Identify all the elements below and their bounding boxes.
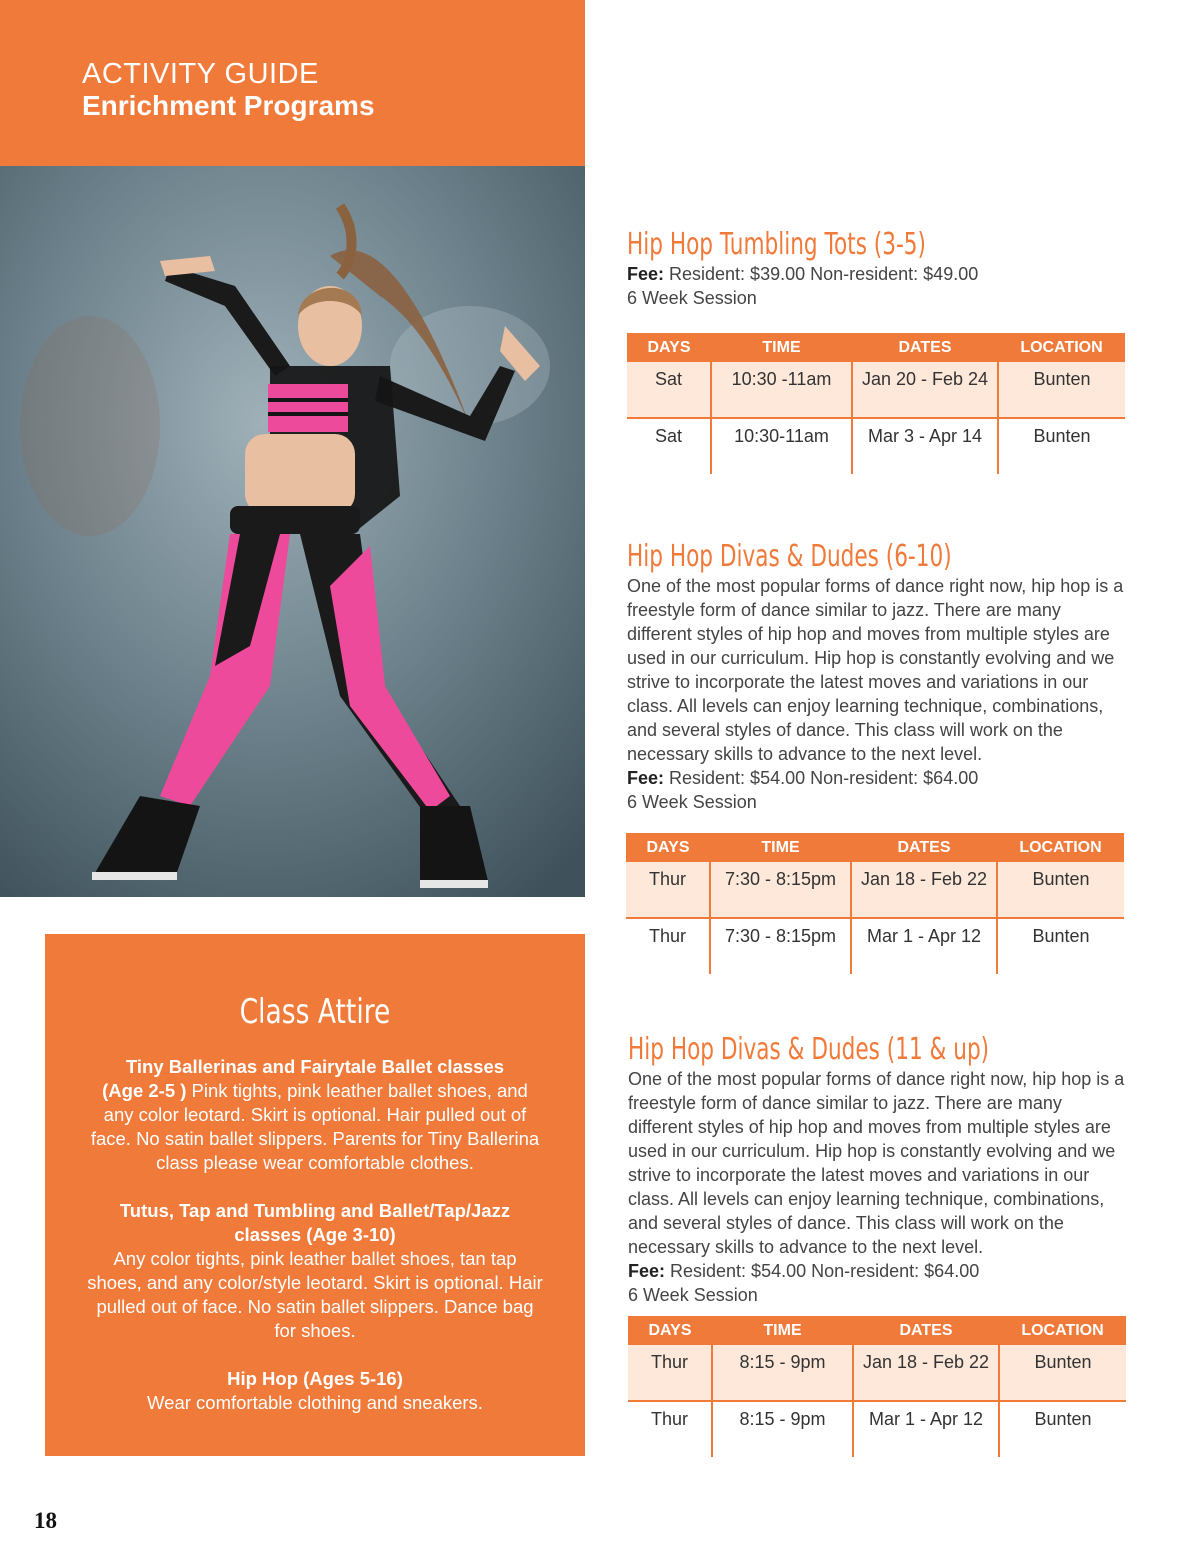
table-row — [626, 862, 1124, 918]
cell-dates: Jan 18 - Feb 22 — [853, 1345, 999, 1401]
attire-block-hip-hop — [85, 1367, 545, 1415]
cell-dates: Jan 18 - Feb 22 — [851, 862, 997, 918]
attire-block-tiny-ballerinas — [85, 1055, 545, 1175]
cell-time: 10:30 -11am — [711, 362, 852, 418]
cell-dates: Mar 1 - Apr 12 — [851, 918, 997, 974]
header-guide-label: ACTIVITY GUIDE — [82, 58, 319, 90]
cell-location: Bunten — [999, 1401, 1126, 1457]
table-header-row — [627, 333, 1125, 362]
cell-dates: Mar 1 - Apr 12 — [853, 1401, 999, 1457]
fee-value: Resident: $54.00 Non-resident: $64.00 — [664, 768, 979, 788]
table-row — [627, 418, 1125, 474]
fee-line — [627, 262, 1127, 286]
attire-heading: Tiny Ballerinas and Fairytale Ballet classes — [125, 1056, 505, 1077]
col-time: TIME — [712, 1316, 853, 1345]
cell-days: Sat — [627, 418, 711, 474]
section-divas-dudes-6-10 — [627, 540, 1127, 814]
cell-time: 8:15 - 9pm — [712, 1401, 853, 1457]
cell-days: Thur — [626, 918, 710, 974]
col-time: TIME — [711, 333, 852, 362]
fee-value: Resident: $39.00 Non-resident: $49.00 — [664, 264, 979, 284]
col-days: DAYS — [626, 833, 710, 862]
class-attire-list — [85, 1055, 545, 1439]
col-dates: DATES — [853, 1316, 999, 1345]
cell-time: 8:15 - 9pm — [712, 1345, 853, 1401]
attire-heading-age: (Age 2-5 ) — [102, 1080, 187, 1101]
cell-days: Thur — [628, 1345, 712, 1401]
attire-heading: Hip Hop (Ages 5-16) — [227, 1368, 403, 1389]
session-length: 6 Week Session — [627, 288, 757, 308]
attire-block-tutus-tap — [85, 1199, 545, 1343]
cell-dates: Jan 20 - Feb 24 — [852, 362, 998, 418]
cell-days: Thur — [628, 1401, 712, 1457]
cell-time: 7:30 - 8:15pm — [710, 918, 851, 974]
cell-days: Sat — [627, 362, 711, 418]
fee-value: Resident: $54.00 Non-resident: $64.00 — [665, 1261, 980, 1281]
col-location: LOCATION — [999, 1316, 1126, 1345]
cell-time: 10:30-11am — [711, 418, 852, 474]
page-number: 18 — [34, 1508, 57, 1533]
fee-label: Fee: — [627, 264, 665, 284]
fee-label: Fee: — [628, 1261, 666, 1281]
table-row — [627, 362, 1125, 418]
fee-line — [627, 766, 1127, 790]
header-programs-title: Enrichment Programs — [82, 90, 375, 121]
cell-location: Bunten — [998, 418, 1125, 474]
table-row — [628, 1401, 1126, 1457]
section-description: One of the most popular forms of dance right now, hip hop is a freestyle form of dance similar to jazz. There are many different styles of hip hop and moves from multiple styles are used in our curriculum. Hip hop is constantly evolving and we strive to incorporate the latest moves and variations in our class. All levels can enjoy learning technique, combinations, and several styles of dance. This class will work on the necessary skills to advance to the next level. — [627, 576, 1124, 764]
fee-line — [628, 1259, 1128, 1283]
class-attire-title: Class Attire — [239, 992, 391, 1032]
attire-text: Any color tights, pink leather ballet shoes, tan tap shoes, and any color/style leotard. Skirt is optional. Hair pulled out of face. No satin ballet slippers. Dance bag for shoes. — [87, 1248, 543, 1341]
table-header-row — [628, 1316, 1126, 1345]
dancer-photo — [0, 166, 585, 897]
section-tumbling-tots — [627, 228, 1127, 310]
table-row — [628, 1345, 1126, 1401]
section-title: Hip Hop Divas & Dudes (6-10) — [627, 539, 952, 574]
col-days: DAYS — [628, 1316, 712, 1345]
page-header — [0, 0, 585, 166]
session-length: 6 Week Session — [627, 792, 757, 812]
attire-text: Wear comfortable clothing and sneakers. — [147, 1392, 483, 1413]
cell-location: Bunten — [998, 362, 1125, 418]
col-dates: DATES — [851, 833, 997, 862]
col-time: TIME — [710, 833, 851, 862]
attire-text: Pink tights, pink leather ballet shoes, and any color leotard. Skirt is optional. Hair pulled out of face. No satin ballet slippers. Parents for Tiny Ballerina class please wear comfortable clothes. — [90, 1080, 540, 1173]
section-divas-dudes-11-up — [628, 1033, 1128, 1307]
class-attire-box — [45, 934, 585, 1456]
cell-days: Thur — [626, 862, 710, 918]
cell-time: 7:30 - 8:15pm — [710, 862, 851, 918]
cell-location: Bunten — [999, 1345, 1126, 1401]
col-days: DAYS — [627, 333, 711, 362]
section-description: One of the most popular forms of dance right now, hip hop is a freestyle form of dance similar to jazz. There are many different styles of hip hop and moves from multiple styles are used in our curriculum. Hip hop is constantly evolving and we strive to incorporate the latest moves and variations in our class. All levels can enjoy learning technique, combinations, and several styles of dance. This class will work on the necessary skills to advance to the next level. — [628, 1069, 1125, 1257]
session-length: 6 Week Session — [628, 1285, 758, 1305]
cell-location: Bunten — [997, 862, 1124, 918]
schedule-table-divas-dudes-11-up — [628, 1316, 1126, 1457]
table-header-row — [626, 833, 1124, 862]
dancer-illustration — [0, 166, 585, 897]
col-location: LOCATION — [997, 833, 1124, 862]
cell-dates: Mar 3 - Apr 14 — [852, 418, 998, 474]
col-location: LOCATION — [998, 333, 1125, 362]
schedule-table-tumbling-tots — [627, 333, 1125, 474]
fee-label: Fee: — [627, 768, 665, 788]
attire-heading: Tutus, Tap and Tumbling and Ballet/Tap/Jazz classes (Age 3-10) — [119, 1200, 511, 1245]
schedule-table-divas-dudes-6-10 — [626, 833, 1124, 974]
cell-location: Bunten — [997, 918, 1124, 974]
table-row — [626, 918, 1124, 974]
section-title: Hip Hop Divas & Dudes (11 & up) — [628, 1032, 990, 1067]
col-dates: DATES — [852, 333, 998, 362]
section-title: Hip Hop Tumbling Tots (3-5) — [627, 227, 926, 262]
